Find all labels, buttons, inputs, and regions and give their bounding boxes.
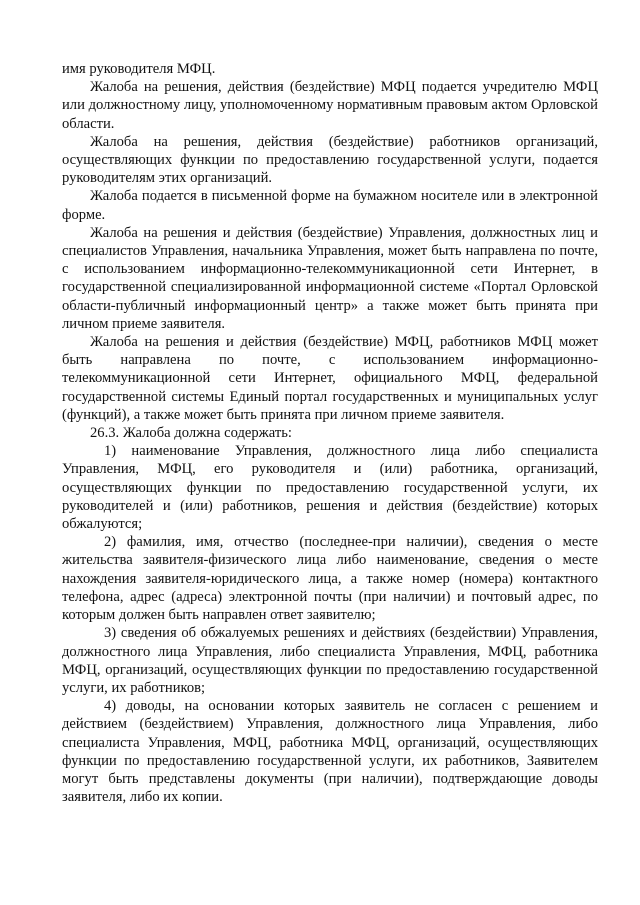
paragraph-complaint-administration: Жалоба на решения и действия (бездействие) Управления, должностных лиц и специалистов Управления, начальника Управления, может быть направлена по почте, с использованием информационно-телекоммуникационной сети Интернет, в государственной специализированной информационной системе «Портал Орловской области-публичный информационный центр» а также может быть принята при личном приеме заявителя.	[62, 224, 598, 332]
list-item-4: 4) доводы, на основании которых заявитель не согласен с решением и действием (бездействием) Управления, должностного лица Управления, либо специалиста Управления, МФЦ, работника МФЦ, организаций, осуществляющих функции по предоставлению государственной услуги, их работников, Заявителем могут быть представлены документы (при наличии), подтверждающие доводы заявителя, либо их копии.	[62, 698, 598, 806]
paragraph-complaint-organizations: Жалоба на решения, действия (бездействие) работников организаций, осуществляющих функции по предоставлению государственной услуги, подается руководителям этих организаций.	[62, 133, 598, 187]
list-item-3: 3) сведения об обжалуемых решениях и действиях (бездействии) Управления, должностного лица Управления, либо специалиста Управления, МФЦ, работника МФЦ, организаций, осуществляющих функции по предоставлению государственной услуги, их работников;	[62, 625, 598, 696]
list-item-1: 1) наименование Управления, должностного лица либо специалиста Управления, МФЦ, его руководителя и (или) работника, организаций, осуществляющих функции по предоставлению государственной услуги, их руководителей и (или) работников, решения и действия (бездействие) которых обжалуются;	[62, 443, 598, 533]
list-item-2: 2) фамилия, имя, отчество (последнее-при наличии), сведения о месте жительства заявителя-физического лица либо наименование, сведения о месте нахождения заявителя-юридического лица, а также номер (номера) контактного телефона, адрес (адреса) электронной почты (при наличии) и почтовый адрес, по которым должен быть направлен ответ заявителю;	[62, 534, 598, 624]
paragraph-complaint-form: Жалоба подается в письменной форме на бумажном носителе или в электронной форме.	[62, 188, 598, 223]
document-body	[62, 60, 598, 806]
paragraph-head-fragment: имя руководителя МФЦ.	[62, 61, 216, 77]
paragraph-complaint-mfc: Жалоба на решения и действия (бездействие) МФЦ, работников МФЦ может быть направлена по почте, с использованием информационно-телекоммуникационной сети Интернет, официального МФЦ, федеральной государственной системы Единый портал государственных и муниципальных услуг (функций), а также может быть принята при личном приеме заявителя.	[62, 334, 598, 423]
paragraph-section-26-3: 26.3. Жалоба должна содержать:	[90, 425, 292, 442]
paragraph-complaint-mfc-founder: Жалоба на решения, действия (бездействие) МФЦ подается учредителю МФЦ или должностному лицу, уполномоченному нормативным правовым актом Орловской области.	[62, 79, 598, 132]
